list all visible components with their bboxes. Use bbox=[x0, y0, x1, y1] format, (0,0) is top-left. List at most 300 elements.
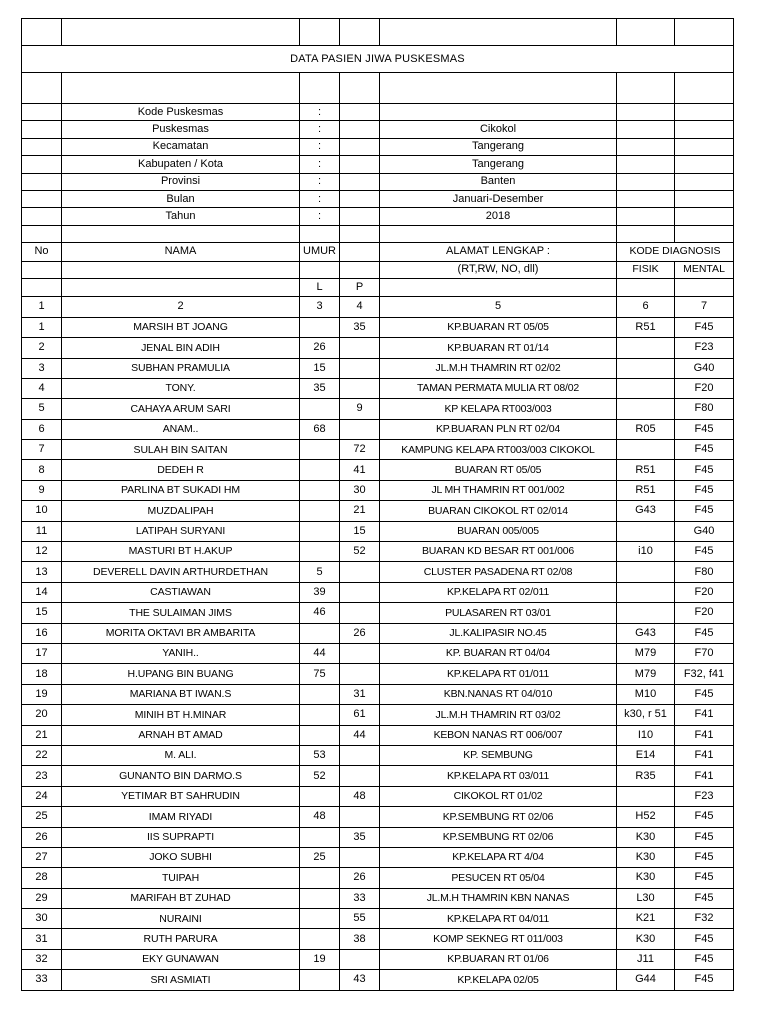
cell-no: 2 bbox=[22, 338, 62, 358]
info-row bbox=[22, 104, 734, 121]
cell-alamat: BUARAN KD BESAR RT 001/006 bbox=[380, 542, 617, 562]
cell-alamat: PESUCEN RT 05/04 bbox=[380, 868, 617, 888]
cell-nama: SRI ASMIATI bbox=[62, 970, 300, 990]
cell-umur-p bbox=[340, 338, 380, 358]
blank-cell bbox=[380, 73, 617, 104]
cell-alamat: CIKOKOL RT 01/02 bbox=[380, 786, 617, 806]
blank-cell bbox=[340, 190, 380, 207]
cell-umur-p: 15 bbox=[340, 521, 380, 541]
cell-mental: F45 bbox=[675, 480, 734, 500]
cell-nama: ARNAH BT AMAD bbox=[62, 725, 300, 745]
blank-cell bbox=[22, 225, 62, 242]
patient-register-sheet bbox=[21, 18, 734, 991]
cell-umur-p: 26 bbox=[340, 868, 380, 888]
cell-umur-l bbox=[300, 970, 340, 990]
blank-cell bbox=[675, 138, 734, 155]
col-header-l: L bbox=[300, 278, 340, 296]
blank-cell bbox=[300, 225, 340, 242]
cell-nama: MARIANA BT IWAN.S bbox=[62, 684, 300, 704]
table-row bbox=[22, 317, 734, 337]
cell-mental: F45 bbox=[675, 460, 734, 480]
cell-mental: G40 bbox=[675, 521, 734, 541]
cell-fisik bbox=[617, 358, 675, 378]
cell-umur-p bbox=[340, 807, 380, 827]
cell-nama: SULAH BIN SAITAN bbox=[62, 440, 300, 460]
column-number: 6 bbox=[617, 296, 675, 317]
cell-mental: F45 bbox=[675, 440, 734, 460]
cell-alamat: KP.KELAPA RT 02/011 bbox=[380, 582, 617, 602]
blank-cell bbox=[340, 208, 380, 225]
blank-cell bbox=[62, 261, 300, 278]
cell-alamat: KOMP SEKNEG RT 011/003 bbox=[380, 929, 617, 949]
cell-mental: G40 bbox=[675, 358, 734, 378]
blank-cell bbox=[300, 261, 340, 278]
blank-cell bbox=[22, 121, 62, 138]
table-row bbox=[22, 419, 734, 439]
cell-fisik bbox=[617, 562, 675, 582]
cell-fisik: K30 bbox=[617, 827, 675, 847]
column-number: 2 bbox=[62, 296, 300, 317]
cell-mental: F45 bbox=[675, 807, 734, 827]
cell-umur-l bbox=[300, 909, 340, 929]
cell-umur-p: 21 bbox=[340, 501, 380, 521]
cell-nama: THE SULAIMAN JIMS bbox=[62, 603, 300, 623]
blank-row bbox=[22, 73, 734, 104]
sheet-body bbox=[22, 19, 734, 991]
info-value: 2018 bbox=[380, 208, 617, 225]
blank-cell bbox=[22, 173, 62, 190]
cell-umur-p bbox=[340, 949, 380, 969]
cell-umur-p bbox=[340, 643, 380, 663]
cell-fisik: R51 bbox=[617, 480, 675, 500]
blank-cell bbox=[62, 73, 300, 104]
blank-cell bbox=[62, 19, 300, 46]
blank-cell bbox=[22, 208, 62, 225]
col-header-umur: UMUR bbox=[300, 242, 340, 261]
info-row bbox=[22, 156, 734, 173]
cell-umur-p: 35 bbox=[340, 317, 380, 337]
blank-cell bbox=[22, 156, 62, 173]
info-value: Tangerang bbox=[380, 138, 617, 155]
cell-umur-l bbox=[300, 460, 340, 480]
cell-mental: F45 bbox=[675, 949, 734, 969]
blank-cell bbox=[617, 156, 675, 173]
cell-nama: IMAM RIYADI bbox=[62, 807, 300, 827]
table-row bbox=[22, 766, 734, 786]
cell-umur-p bbox=[340, 603, 380, 623]
cell-alamat: KP.BUARAN PLN RT 02/04 bbox=[380, 419, 617, 439]
cell-nama: YANIH.. bbox=[62, 643, 300, 663]
cell-no: 8 bbox=[22, 460, 62, 480]
col-header-fisik: FISIK bbox=[617, 261, 675, 278]
table-row bbox=[22, 786, 734, 806]
cell-umur-p: 41 bbox=[340, 460, 380, 480]
info-separator: : bbox=[300, 138, 340, 155]
cell-no: 9 bbox=[22, 480, 62, 500]
cell-fisik: K30 bbox=[617, 868, 675, 888]
cell-umur-p bbox=[340, 358, 380, 378]
cell-no: 16 bbox=[22, 623, 62, 643]
cell-umur-l: 15 bbox=[300, 358, 340, 378]
cell-alamat: KP.KELAPA RT 4/04 bbox=[380, 847, 617, 867]
table-row bbox=[22, 705, 734, 725]
cell-fisik: i10 bbox=[617, 542, 675, 562]
column-number: 3 bbox=[300, 296, 340, 317]
info-separator: : bbox=[300, 190, 340, 207]
cell-no: 1 bbox=[22, 317, 62, 337]
cell-alamat: JL.M.H THAMRIN KBN NANAS bbox=[380, 888, 617, 908]
blank-cell bbox=[380, 19, 617, 46]
cell-nama: SUBHAN PRAMULIA bbox=[62, 358, 300, 378]
cell-nama: MINIH BT H.MINAR bbox=[62, 705, 300, 725]
cell-mental: F32 bbox=[675, 909, 734, 929]
cell-fisik: R05 bbox=[617, 419, 675, 439]
cell-fisik: K30 bbox=[617, 929, 675, 949]
info-separator: : bbox=[300, 208, 340, 225]
cell-fisik: K30 bbox=[617, 847, 675, 867]
cell-no: 30 bbox=[22, 909, 62, 929]
table-row bbox=[22, 480, 734, 500]
table-row bbox=[22, 684, 734, 704]
cell-mental: F45 bbox=[675, 542, 734, 562]
table-row bbox=[22, 929, 734, 949]
blank-cell bbox=[675, 173, 734, 190]
cell-no: 26 bbox=[22, 827, 62, 847]
cell-no: 15 bbox=[22, 603, 62, 623]
cell-mental: F45 bbox=[675, 970, 734, 990]
cell-umur-l bbox=[300, 725, 340, 745]
cell-mental: F45 bbox=[675, 419, 734, 439]
cell-nama: DEDEH R bbox=[62, 460, 300, 480]
cell-fisik: G43 bbox=[617, 501, 675, 521]
cell-umur-p bbox=[340, 582, 380, 602]
cell-no: 20 bbox=[22, 705, 62, 725]
table-row bbox=[22, 909, 734, 929]
cell-mental: F20 bbox=[675, 603, 734, 623]
col-header-alamat: ALAMAT LENGKAP : bbox=[380, 242, 617, 261]
cell-alamat: PULASAREN RT 03/01 bbox=[380, 603, 617, 623]
cell-no: 12 bbox=[22, 542, 62, 562]
blank-cell bbox=[617, 173, 675, 190]
blank-cell bbox=[340, 261, 380, 278]
cell-nama: CASTIAWAN bbox=[62, 582, 300, 602]
cell-mental: F41 bbox=[675, 745, 734, 765]
blank-cell bbox=[340, 173, 380, 190]
cell-umur-l bbox=[300, 868, 340, 888]
blank-cell bbox=[22, 138, 62, 155]
cell-nama: CAHAYA ARUM SARI bbox=[62, 399, 300, 419]
table-row bbox=[22, 807, 734, 827]
cell-alamat: BUARAN CIKOKOL RT 02/014 bbox=[380, 501, 617, 521]
cell-umur-l bbox=[300, 684, 340, 704]
header-row bbox=[22, 261, 734, 278]
col-header-p: P bbox=[340, 278, 380, 296]
cell-alamat: KP.KELAPA 02/05 bbox=[380, 970, 617, 990]
cell-umur-p: 72 bbox=[340, 440, 380, 460]
cell-alamat: KP. BUARAN RT 04/04 bbox=[380, 643, 617, 663]
blank-cell bbox=[340, 138, 380, 155]
blank-cell bbox=[340, 121, 380, 138]
cell-alamat: BUARAN 005/005 bbox=[380, 521, 617, 541]
table-row bbox=[22, 521, 734, 541]
table-row bbox=[22, 623, 734, 643]
cell-mental: F80 bbox=[675, 562, 734, 582]
cell-nama: EKY GUNAWAN bbox=[62, 949, 300, 969]
cell-umur-l bbox=[300, 501, 340, 521]
cell-fisik: E14 bbox=[617, 745, 675, 765]
cell-umur-p: 52 bbox=[340, 542, 380, 562]
cell-umur-l: 19 bbox=[300, 949, 340, 969]
blank-cell bbox=[300, 19, 340, 46]
cell-mental: F45 bbox=[675, 929, 734, 949]
cell-nama: RUTH PARURA bbox=[62, 929, 300, 949]
blank-cell bbox=[340, 242, 380, 261]
blank-cell bbox=[675, 73, 734, 104]
blank-cell bbox=[22, 261, 62, 278]
column-number: 4 bbox=[340, 296, 380, 317]
table-row bbox=[22, 501, 734, 521]
cell-umur-l bbox=[300, 929, 340, 949]
cell-alamat: TAMAN PERMATA MULIA RT 08/02 bbox=[380, 378, 617, 398]
cell-nama: NURAINI bbox=[62, 909, 300, 929]
cell-no: 23 bbox=[22, 766, 62, 786]
info-value bbox=[380, 104, 617, 121]
cell-nama: MARSIH BT JOANG bbox=[62, 317, 300, 337]
table-row bbox=[22, 745, 734, 765]
cell-fisik: R35 bbox=[617, 766, 675, 786]
blank-cell bbox=[675, 225, 734, 242]
cell-fisik: L30 bbox=[617, 888, 675, 908]
cell-no: 22 bbox=[22, 745, 62, 765]
cell-umur-l: 26 bbox=[300, 338, 340, 358]
info-label: Puskesmas bbox=[62, 121, 300, 138]
info-separator: : bbox=[300, 104, 340, 121]
blank-row bbox=[22, 19, 734, 46]
cell-umur-p: 38 bbox=[340, 929, 380, 949]
cell-umur-l bbox=[300, 521, 340, 541]
cell-nama: MUZDALIPAH bbox=[62, 501, 300, 521]
cell-nama: H.UPANG BIN BUANG bbox=[62, 664, 300, 684]
cell-no: 24 bbox=[22, 786, 62, 806]
cell-umur-l bbox=[300, 317, 340, 337]
blank-cell bbox=[62, 278, 300, 296]
cell-nama: TUIPAH bbox=[62, 868, 300, 888]
table-row bbox=[22, 888, 734, 908]
table-row bbox=[22, 338, 734, 358]
cell-mental: F45 bbox=[675, 317, 734, 337]
cell-mental: F45 bbox=[675, 684, 734, 704]
table-row bbox=[22, 460, 734, 480]
cell-fisik bbox=[617, 338, 675, 358]
info-row bbox=[22, 173, 734, 190]
column-number: 1 bbox=[22, 296, 62, 317]
sheet-title: DATA PASIEN JIWA PUSKESMAS bbox=[22, 46, 734, 73]
blank-cell bbox=[22, 73, 62, 104]
info-row bbox=[22, 208, 734, 225]
cell-umur-p: 61 bbox=[340, 705, 380, 725]
cell-fisik bbox=[617, 440, 675, 460]
table-row bbox=[22, 868, 734, 888]
info-label: Provinsi bbox=[62, 173, 300, 190]
cell-mental: F41 bbox=[675, 725, 734, 745]
header-row bbox=[22, 278, 734, 296]
cell-umur-p: 31 bbox=[340, 684, 380, 704]
info-separator: : bbox=[300, 173, 340, 190]
cell-mental: F41 bbox=[675, 705, 734, 725]
info-value: Banten bbox=[380, 173, 617, 190]
cell-umur-l: 68 bbox=[300, 419, 340, 439]
header-row bbox=[22, 242, 734, 261]
blank-cell bbox=[340, 19, 380, 46]
blank-cell bbox=[675, 208, 734, 225]
blank-cell bbox=[675, 19, 734, 46]
table-row bbox=[22, 847, 734, 867]
cell-umur-l: 25 bbox=[300, 847, 340, 867]
cell-mental: F45 bbox=[675, 623, 734, 643]
cell-fisik: J11 bbox=[617, 949, 675, 969]
cell-umur-l bbox=[300, 705, 340, 725]
blank-cell bbox=[617, 138, 675, 155]
blank-cell bbox=[617, 121, 675, 138]
cell-umur-l: 46 bbox=[300, 603, 340, 623]
cell-fisik: I10 bbox=[617, 725, 675, 745]
cell-no: 21 bbox=[22, 725, 62, 745]
info-label: Kabupaten / Kota bbox=[62, 156, 300, 173]
cell-no: 19 bbox=[22, 684, 62, 704]
cell-umur-p: 48 bbox=[340, 786, 380, 806]
blank-cell bbox=[617, 278, 675, 296]
info-row bbox=[22, 190, 734, 207]
cell-no: 5 bbox=[22, 399, 62, 419]
cell-nama: IIS SUPRAPTI bbox=[62, 827, 300, 847]
blank-cell bbox=[675, 121, 734, 138]
cell-umur-p: 44 bbox=[340, 725, 380, 745]
cell-mental: F70 bbox=[675, 643, 734, 663]
cell-umur-p bbox=[340, 847, 380, 867]
cell-nama: LATIPAH SURYANI bbox=[62, 521, 300, 541]
cell-umur-l: 35 bbox=[300, 378, 340, 398]
cell-umur-p: 55 bbox=[340, 909, 380, 929]
cell-umur-l bbox=[300, 888, 340, 908]
blank-cell bbox=[22, 19, 62, 46]
cell-fisik: G44 bbox=[617, 970, 675, 990]
cell-mental: F23 bbox=[675, 786, 734, 806]
cell-alamat: KP.BUARAN RT 01/14 bbox=[380, 338, 617, 358]
cell-umur-p: 35 bbox=[340, 827, 380, 847]
blank-cell bbox=[675, 190, 734, 207]
cell-alamat: KEBON NANAS RT 006/007 bbox=[380, 725, 617, 745]
cell-fisik: R51 bbox=[617, 460, 675, 480]
cell-mental: F23 bbox=[675, 338, 734, 358]
cell-nama: DEVERELL DAVIN ARTHURDETHAN bbox=[62, 562, 300, 582]
cell-alamat: KP.SEMBUNG RT 02/06 bbox=[380, 827, 617, 847]
cell-umur-p bbox=[340, 664, 380, 684]
cell-alamat: KP KELAPA RT003/003 bbox=[380, 399, 617, 419]
info-label: Kode Puskesmas bbox=[62, 104, 300, 121]
cell-umur-p: 30 bbox=[340, 480, 380, 500]
cell-no: 27 bbox=[22, 847, 62, 867]
info-separator: : bbox=[300, 156, 340, 173]
cell-alamat: KP.SEMBUNG RT 02/06 bbox=[380, 807, 617, 827]
cell-umur-l bbox=[300, 542, 340, 562]
cell-no: 3 bbox=[22, 358, 62, 378]
cell-alamat: KP.KELAPA RT 01/011 bbox=[380, 664, 617, 684]
cell-umur-p: 33 bbox=[340, 888, 380, 908]
blank-cell bbox=[617, 225, 675, 242]
cell-umur-l: 48 bbox=[300, 807, 340, 827]
cell-alamat: JL MH THAMRIN RT 001/002 bbox=[380, 480, 617, 500]
cell-umur-l: 53 bbox=[300, 745, 340, 765]
cell-umur-l bbox=[300, 399, 340, 419]
cell-umur-l: 39 bbox=[300, 582, 340, 602]
cell-fisik: M79 bbox=[617, 664, 675, 684]
cell-fisik bbox=[617, 603, 675, 623]
cell-fisik bbox=[617, 786, 675, 806]
cell-umur-l: 5 bbox=[300, 562, 340, 582]
cell-umur-p bbox=[340, 766, 380, 786]
cell-no: 31 bbox=[22, 929, 62, 949]
cell-alamat: KP.BUARAN RT 05/05 bbox=[380, 317, 617, 337]
cell-nama: JENAL BIN ADIH bbox=[62, 338, 300, 358]
col-header-alamat-sub: (RT,RW, NO, dll) bbox=[380, 261, 617, 278]
cell-no: 7 bbox=[22, 440, 62, 460]
blank-cell bbox=[22, 104, 62, 121]
cell-nama: JOKO SUBHI bbox=[62, 847, 300, 867]
cell-fisik bbox=[617, 582, 675, 602]
cell-nama: PARLINA BT SUKADI HM bbox=[62, 480, 300, 500]
cell-no: 29 bbox=[22, 888, 62, 908]
cell-no: 18 bbox=[22, 664, 62, 684]
blank-cell bbox=[340, 156, 380, 173]
blank-cell bbox=[340, 225, 380, 242]
cell-umur-l: 75 bbox=[300, 664, 340, 684]
cell-nama: YETIMAR BT SAHRUDIN bbox=[62, 786, 300, 806]
cell-fisik: R51 bbox=[617, 317, 675, 337]
table-row bbox=[22, 603, 734, 623]
blank-row bbox=[22, 225, 734, 242]
cell-no: 32 bbox=[22, 949, 62, 969]
cell-nama: MASTURI BT H.AKUP bbox=[62, 542, 300, 562]
cell-no: 25 bbox=[22, 807, 62, 827]
cell-no: 11 bbox=[22, 521, 62, 541]
cell-umur-p: 43 bbox=[340, 970, 380, 990]
blank-cell bbox=[300, 73, 340, 104]
table-row bbox=[22, 970, 734, 990]
table-row bbox=[22, 725, 734, 745]
blank-cell bbox=[617, 208, 675, 225]
cell-nama: ANAM.. bbox=[62, 419, 300, 439]
cell-umur-l: 52 bbox=[300, 766, 340, 786]
info-label: Kecamatan bbox=[62, 138, 300, 155]
cell-fisik bbox=[617, 378, 675, 398]
column-number-row bbox=[22, 296, 734, 317]
col-header-no: No bbox=[22, 242, 62, 261]
col-header-kode-diagnosis: KODE DIAGNOSIS bbox=[617, 242, 734, 261]
cell-fisik: k30, r 51 bbox=[617, 705, 675, 725]
cell-fisik: M79 bbox=[617, 643, 675, 663]
info-row bbox=[22, 138, 734, 155]
cell-alamat: KP. SEMBUNG bbox=[380, 745, 617, 765]
cell-fisik bbox=[617, 399, 675, 419]
cell-no: 13 bbox=[22, 562, 62, 582]
cell-mental: F20 bbox=[675, 378, 734, 398]
cell-no: 14 bbox=[22, 582, 62, 602]
cell-no: 17 bbox=[22, 643, 62, 663]
table-row bbox=[22, 399, 734, 419]
cell-alamat: KBN.NANAS RT 04/010 bbox=[380, 684, 617, 704]
cell-alamat: CLUSTER PASADENA RT 02/08 bbox=[380, 562, 617, 582]
col-header-nama: NAMA bbox=[62, 242, 300, 261]
